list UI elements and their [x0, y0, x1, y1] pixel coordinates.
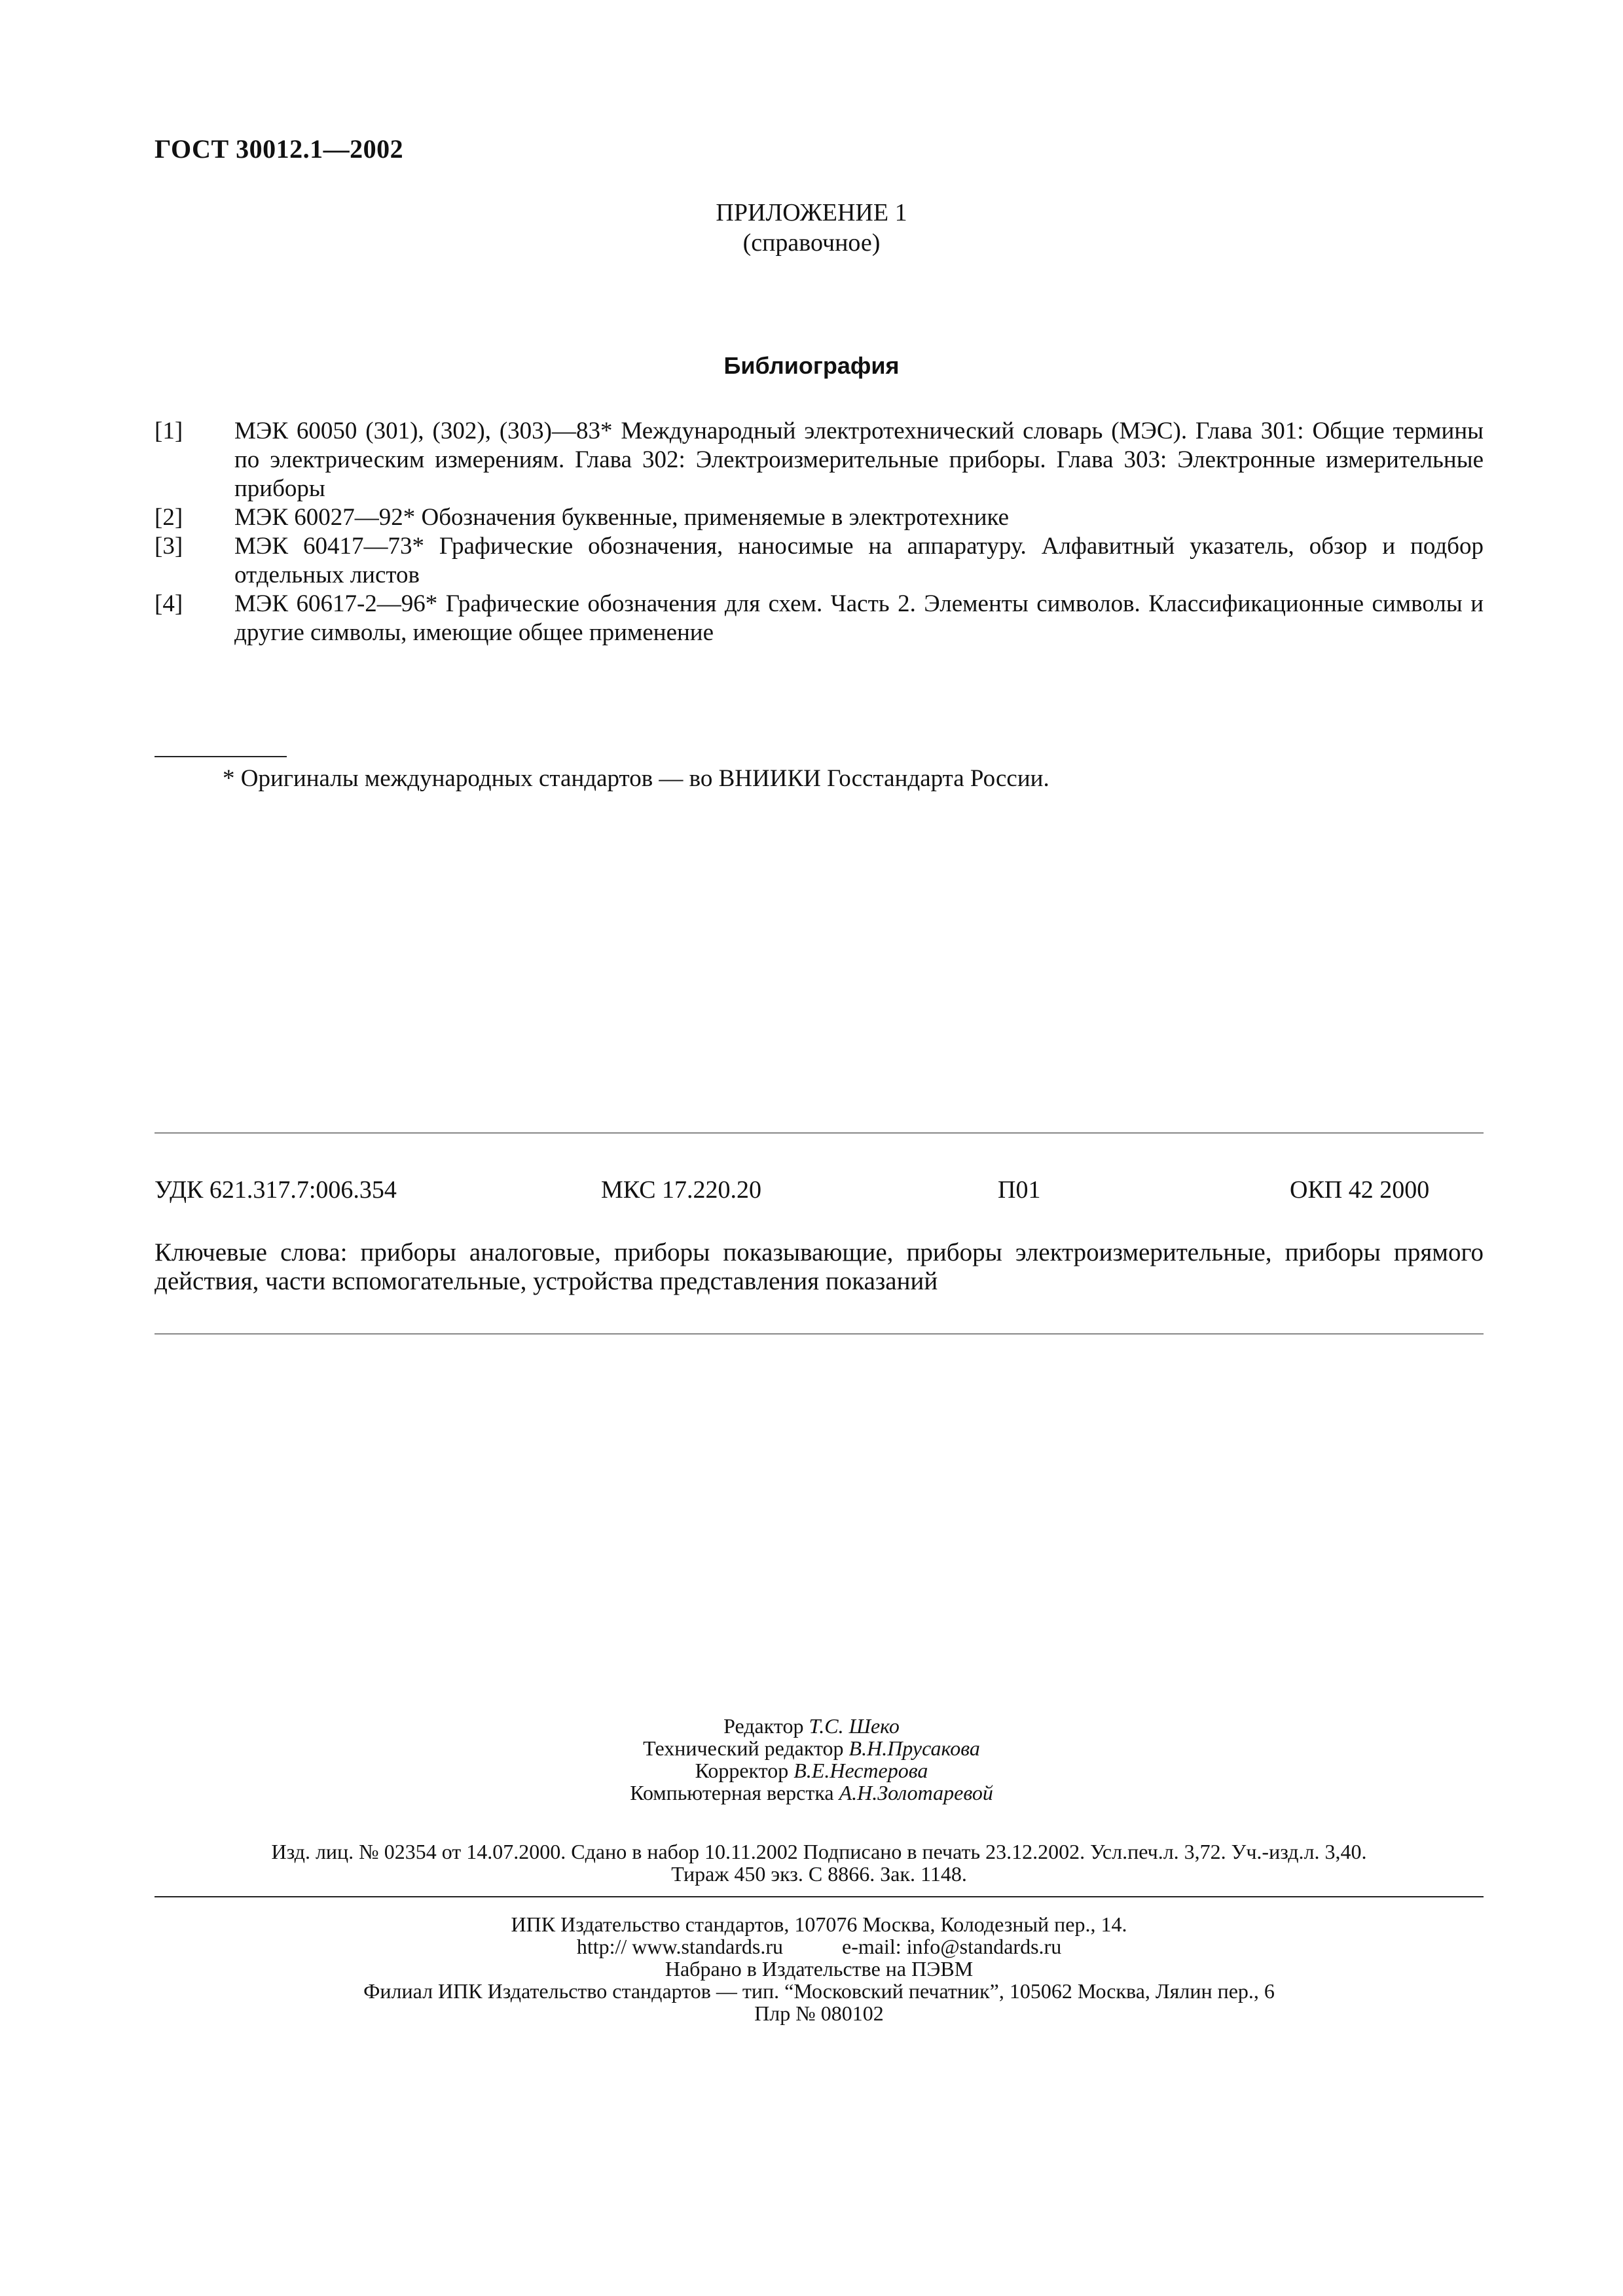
document-code: ГОСТ 30012.1—2002 [155, 134, 404, 164]
credit-corrector [0, 1759, 1623, 1782]
bibliography-item [155, 590, 1484, 647]
printer-email: e-mail: info@standards.ru [842, 1935, 1062, 1958]
credit-tech-editor [0, 1737, 1623, 1759]
group-code: П01 [998, 1176, 1041, 1204]
bibliography-item [155, 532, 1484, 590]
classification-top-divider [155, 1132, 1484, 1134]
credit-label: Компьютерная верстка [630, 1781, 834, 1804]
appendix-subtitle: (справочное) [742, 229, 881, 257]
printer-typeset: Набрано в Издательстве на ПЭВМ [665, 1957, 974, 1981]
credit-label: Корректор [695, 1759, 789, 1782]
ref-number: [4] [155, 590, 183, 617]
printer-contacts [155, 1935, 1484, 1958]
ref-number: [3] [155, 533, 183, 560]
ref-text: МЭК 60617-2—96* Графические обозначения для схем. Часть 2. Элементы символов. Классификационные символы и другие символы, имеющие общее применение [234, 590, 1484, 646]
okp-code: ОКП 42 2000 [1290, 1176, 1430, 1204]
publication-info [155, 1840, 1484, 1885]
credit-person: Т.С. Шеко [809, 1714, 900, 1738]
credit-person: В.Н.Прусакова [848, 1736, 980, 1760]
ref-text: МЭК 60417—73* Графические обозначения, наносимые на аппаратуру. Алфавитный указатель, обзор и подбор отдельных листов [234, 533, 1484, 588]
bibliography-item [155, 417, 1484, 503]
publication-line-1: Изд. лиц. № 02354 от 14.07.2000. Сдано в набор 10.11.2002 Подписано в печать 23.12.2002. Усл.печ.л. 3,72. Уч.-изд.л. 3,40. [271, 1840, 1367, 1863]
credit-layout [0, 1782, 1623, 1804]
mks-code: МКС 17.220.20 [601, 1176, 762, 1204]
printer-address: ИПК Издательство стандартов, 107076 Москва, Колодезный пер., 14. [511, 1912, 1127, 1936]
credit-editor [0, 1715, 1623, 1737]
ref-text: МЭК 60050 (301), (302), (303)—83* Международный электротехнический словарь (МЭС). Глава 301: Общие термины по электрическим измерениям. Глава 302: Электроизмерительные приборы. Глава 303: Электронные измерительные приборы [234, 418, 1484, 502]
printer-website: http:// www.standards.ru [576, 1935, 784, 1958]
credit-label: Редактор [723, 1714, 804, 1738]
udk-code: УДК 621.317.7:006.354 [155, 1176, 397, 1204]
bibliography-title: Библиография [723, 352, 900, 379]
bibliography-list [155, 417, 1484, 647]
ref-number: [2] [155, 504, 183, 531]
keywords-bottom-divider [155, 1333, 1484, 1335]
appendix-heading [0, 198, 1623, 258]
footnote-divider [155, 756, 287, 757]
imprint-divider [155, 1896, 1484, 1897]
bibliography-item [155, 503, 1484, 532]
printer-branch: Филиал ИПК Издательство стандартов — тип. “Московский печатник”, 105062 Москва, Лялин пер., 6 [363, 1979, 1275, 2003]
appendix-title: ПРИЛОЖЕНИЕ 1 [716, 199, 907, 226]
ref-number: [1] [155, 418, 183, 444]
keywords: Ключевые слова: приборы аналоговые, приборы показывающие, приборы электроизмерительные, приборы прямого действия, части вспомогательные, устройства представления показаний [155, 1238, 1484, 1295]
credit-person: В.Е.Нестерова [793, 1759, 928, 1782]
credit-label: Технический редактор [643, 1736, 844, 1760]
ref-text: МЭК 60027—92* Обозначения буквенные, применяемые в электротехнике [234, 504, 1010, 531]
printer-license: Плр № 080102 [754, 2001, 884, 2025]
printer-info [155, 1913, 1484, 2024]
credits-block [0, 1715, 1623, 1804]
footnote: * Оригиналы международных стандартов — во ВНИИКИ Госстандарта России. [223, 765, 1049, 792]
credit-person: А.Н.Золотаревой [839, 1781, 993, 1804]
publication-line-2: Тираж 450 экз. С 8866. Зак. 1148. [671, 1862, 967, 1886]
